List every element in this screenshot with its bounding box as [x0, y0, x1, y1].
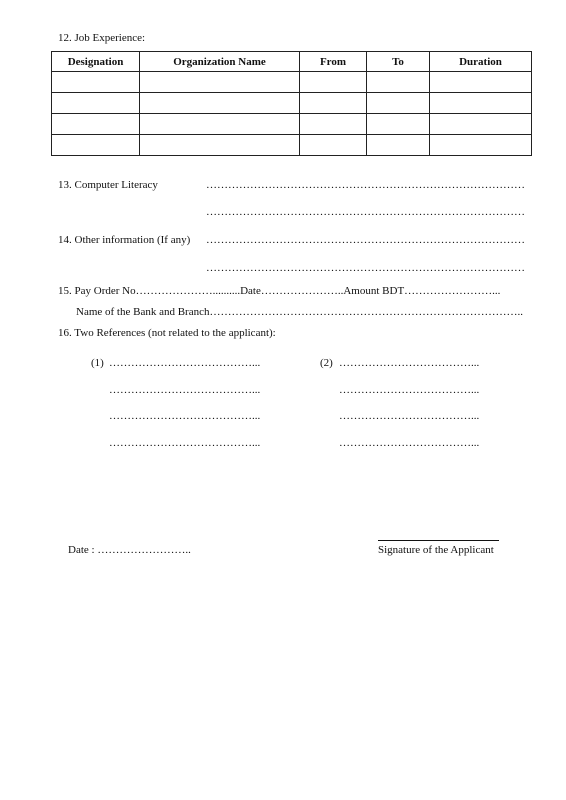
- table-cell: [367, 72, 430, 93]
- other-information-line-2: ……………………………………………………………………………: [206, 262, 525, 274]
- other-information-label: 14. Other information (If any): [58, 234, 191, 246]
- signature-label: Signature of the Applicant: [378, 544, 494, 556]
- reference-2-number: (2): [320, 357, 333, 369]
- table-cell: [367, 114, 430, 135]
- reference-1-line: …………………………………...: [109, 437, 261, 449]
- reference-2-line: ………………………………...: [339, 410, 480, 422]
- reference-2-line: ………………………………...: [339, 437, 480, 449]
- signature-line: [378, 540, 499, 541]
- reference-1-line: …………………………………...: [109, 410, 261, 422]
- reference-1-line: …………………………………...: [109, 384, 261, 396]
- section-12-title: 12. Job Experience:: [58, 32, 146, 44]
- other-information-line-1: ……………………………………………………………………………: [206, 234, 525, 246]
- pay-order-line: 15. Pay Order No…………………..........Date…………………..Amount BDT……………………...: [58, 285, 501, 297]
- column-header: From: [300, 52, 367, 72]
- reference-2-line: ………………………………...: [339, 357, 480, 369]
- reference-1-number: (1): [91, 357, 104, 369]
- table-cell: [300, 135, 367, 156]
- table-cell: [300, 114, 367, 135]
- column-header: Designation: [52, 52, 140, 72]
- reference-1-line: …………………………………...: [109, 357, 261, 369]
- table-cell: [140, 135, 300, 156]
- column-header: To: [367, 52, 430, 72]
- date-field: Date : ……………………..: [68, 544, 191, 556]
- reference-2-line: ………………………………...: [339, 384, 480, 396]
- table-row: [52, 114, 532, 135]
- column-header: Organization Name: [140, 52, 300, 72]
- table-cell: [52, 114, 140, 135]
- table-cell: [140, 93, 300, 114]
- table-cell: [430, 114, 532, 135]
- table-cell: [140, 114, 300, 135]
- column-header: Duration: [430, 52, 532, 72]
- table-cell: [52, 135, 140, 156]
- bank-branch-line: Name of the Bank and Branch…………………………………………………………………………..: [76, 306, 523, 318]
- table-cell: [52, 93, 140, 114]
- table-cell: [430, 72, 532, 93]
- table-row: [52, 93, 532, 114]
- table-cell: [300, 72, 367, 93]
- table-cell: [140, 72, 300, 93]
- computer-literacy-line-2: ……………………………………………………………………………: [206, 206, 525, 218]
- table-cell: [367, 93, 430, 114]
- references-label: 16. Two References (not related to the applicant):: [58, 327, 276, 339]
- table-cell: [52, 72, 140, 93]
- table-cell: [367, 135, 430, 156]
- table-row: [52, 72, 532, 93]
- job-experience-table: [51, 51, 532, 156]
- table-cell: [430, 135, 532, 156]
- computer-literacy-line-1: ……………………………………………………………………………: [206, 179, 525, 191]
- computer-literacy-label: 13. Computer Literacy: [58, 179, 158, 191]
- table-row: [52, 135, 532, 156]
- table-header-row: [52, 52, 532, 72]
- table-cell: [430, 93, 532, 114]
- table-cell: [300, 93, 367, 114]
